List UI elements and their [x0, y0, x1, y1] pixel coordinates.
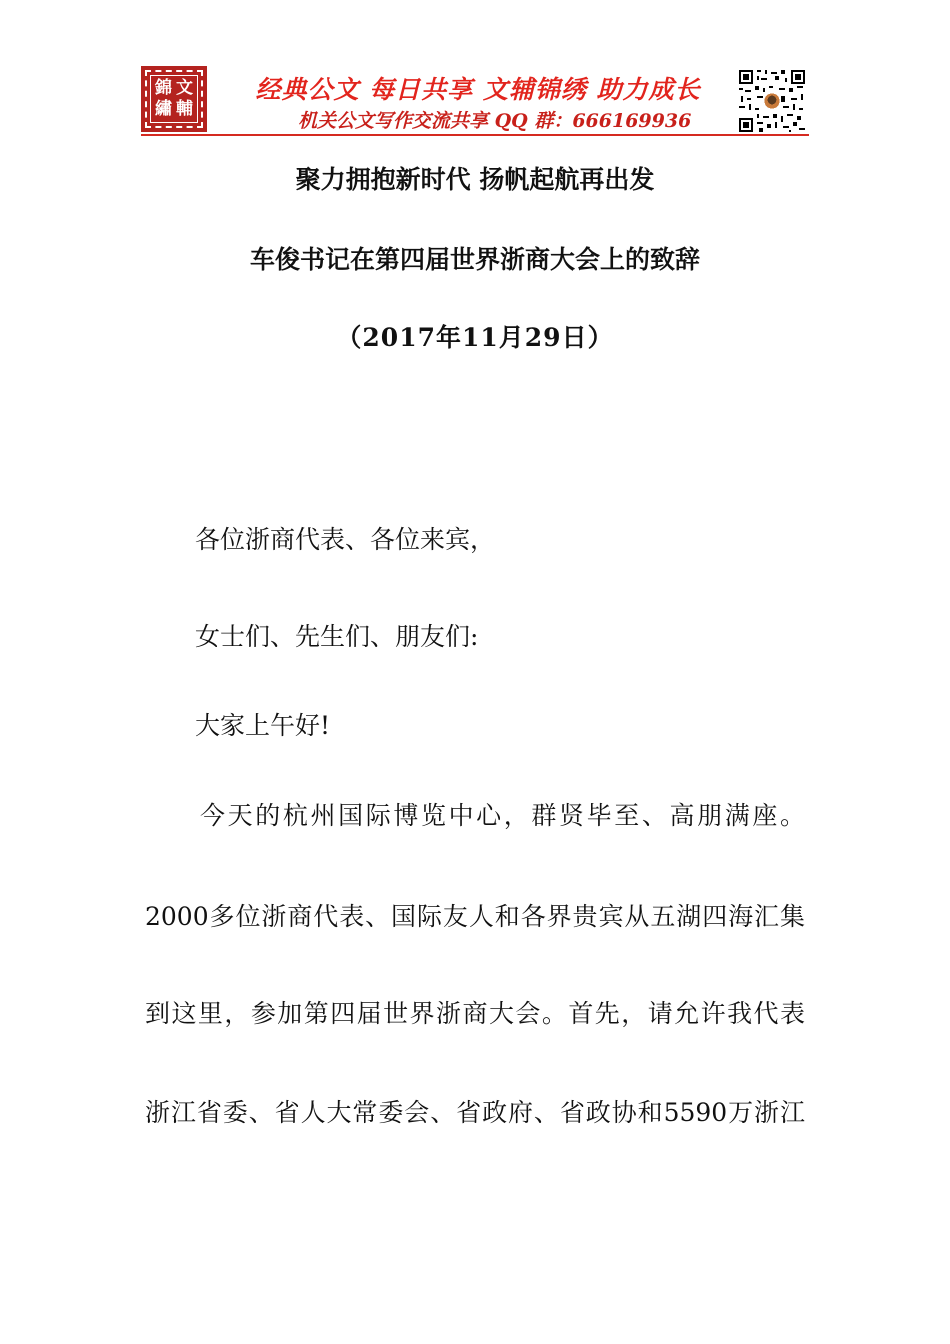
- header-qq-group: 机关公文写作交流共享 QQ 群：666169936: [298, 110, 692, 132]
- logo-glyph: 文: [176, 78, 193, 98]
- header-slogan: 经典公文 每日共享 文辅锦绣 助力成长: [255, 75, 701, 104]
- greeting-line: 各位浙商代表、各位来宾，: [195, 525, 496, 554]
- paragraph-line: 到这里，参加第四届世界浙商大会。首先，请允许我代表: [145, 999, 805, 1028]
- header-banner: [0, 0, 950, 140]
- document-title: 聚力拥抱新时代 扬帆起航再出发: [295, 165, 655, 194]
- paragraph-line: 今天的杭州国际博览中心，群贤毕至、高朋满座。: [200, 801, 805, 830]
- greeting-line: 大家上午好!: [195, 711, 331, 740]
- logo-glyph: 錦: [155, 78, 172, 98]
- paragraph-line: 2000多位浙商代表、国际友人和各界贵宾从五湖四海汇集: [145, 902, 805, 931]
- logo-glyph: 輔: [176, 99, 193, 119]
- document-date: （2017年11月29日）: [336, 323, 614, 352]
- paragraph-line: 浙江省委、省人大常委会、省政府、省政协和5590万浙江: [145, 1098, 805, 1127]
- logo-glyph: 繡: [155, 99, 172, 119]
- greeting-line: 女士们、先生们、朋友们:: [195, 622, 479, 651]
- logo-seal: [141, 66, 207, 132]
- qr-code-icon: [739, 70, 805, 132]
- logo-glyphs: [153, 78, 195, 120]
- document-subtitle: 车俊书记在第四届世界浙商大会上的致辞: [249, 245, 700, 274]
- header-divider: [141, 134, 809, 136]
